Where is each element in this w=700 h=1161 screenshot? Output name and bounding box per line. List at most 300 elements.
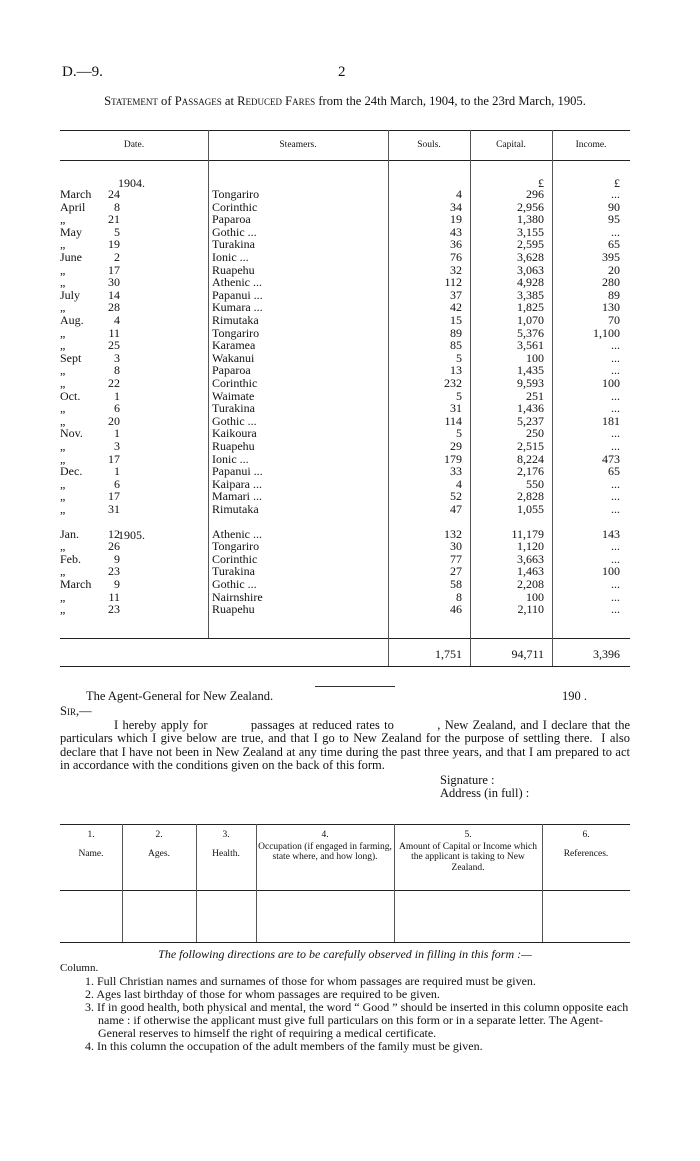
cell-souls: 179 xyxy=(444,451,462,466)
cell-souls: 114 xyxy=(444,413,462,428)
form-column-header xyxy=(198,830,254,859)
cell-steamer: Turakina xyxy=(212,564,255,579)
cell-day: 5 xyxy=(114,224,120,239)
cell-day: 3 xyxy=(114,439,120,453)
cell-capital: 3,385 xyxy=(517,287,544,302)
cell-capital: 3,561 xyxy=(517,338,544,353)
cell-souls: 34 xyxy=(450,199,462,214)
cell-income: ... xyxy=(611,338,620,353)
table-row xyxy=(60,528,630,540)
cell-souls: 15 xyxy=(450,313,462,327)
table-row xyxy=(60,226,630,238)
cell-month: „ xyxy=(60,262,66,277)
cell-steamer: Mamari ... xyxy=(212,489,262,504)
title-part: of xyxy=(157,94,175,108)
cell-day: 8 xyxy=(114,199,120,214)
directions-list xyxy=(60,975,630,1053)
form-column-label: References. xyxy=(563,848,609,859)
cell-day: 22 xyxy=(108,376,120,390)
form-divider xyxy=(394,824,395,942)
declaration-paragraph: I hereby apply for passages at reduced rates to , New Zealand, and I declare that the particulars which I give below are true, and that I go to New Zealand for the purpose of settling there. I also declare that I have not been in New Zealand at any time during the past three years, and that I am prepared to act in accordance with the conditions given on the back of this form. xyxy=(60,717,634,772)
cell-souls: 4 xyxy=(456,476,462,491)
cell-souls: 76 xyxy=(450,250,462,264)
cell-month: June xyxy=(60,250,82,264)
cell-souls: 112 xyxy=(444,275,462,290)
cell-souls: 30 xyxy=(450,539,462,554)
cell-day: 1 xyxy=(114,426,120,441)
title-part: from the 24th March, 1904, to the 23rd March, 1905. xyxy=(315,94,586,108)
form-divider xyxy=(256,824,257,942)
cell-income: ... xyxy=(611,401,620,416)
page-header xyxy=(62,64,622,84)
form-column-number: 2. xyxy=(155,830,163,840)
cell-day: 9 xyxy=(114,551,120,566)
cell-souls: 77 xyxy=(450,551,462,566)
cell-income: ... xyxy=(611,350,620,365)
capital-currency: £ xyxy=(538,176,544,190)
passages-table xyxy=(60,130,630,668)
cell-month: „ xyxy=(60,237,66,252)
cell-day: 11 xyxy=(108,325,120,340)
cell-day: 28 xyxy=(108,300,120,315)
cell-souls: 19 xyxy=(450,212,462,227)
table-row xyxy=(60,465,630,477)
table-row xyxy=(60,301,630,313)
cell-month: „ xyxy=(60,338,66,353)
direction-item: 3. If in good health, both physical and mental, the word “ Good ” should be inserted in this column opposite each name : if otherwise the applicant must give full particulars on this form or in a separate letter. The Agent-General reserves to himself the right of requiring a medical certificate. xyxy=(85,1000,629,1040)
cell-income: ... xyxy=(611,224,620,239)
cell-income: ... xyxy=(611,187,620,201)
cell-steamer: Corinthic xyxy=(212,376,258,390)
cell-souls: 31 xyxy=(450,401,462,416)
direction-item: 2. Ages last birthday of those for whom passages are required to be given. xyxy=(85,987,440,1001)
col-header-date: Date. xyxy=(123,140,145,150)
cell-steamer: Ionic ... xyxy=(212,250,249,264)
form-divider xyxy=(542,824,543,942)
cell-month: Oct. xyxy=(60,388,81,403)
cell-income: 95 xyxy=(608,212,620,227)
cell-steamer: Athenic ... xyxy=(212,275,262,290)
cell-income: 100 xyxy=(602,564,620,579)
cell-steamer: Ionic ... xyxy=(212,451,249,466)
table-row xyxy=(60,453,630,465)
cell-day: 4 xyxy=(114,313,120,327)
form-divider xyxy=(122,824,123,942)
table-total-rule xyxy=(60,638,630,639)
cell-steamer: Waimate xyxy=(212,388,255,403)
cell-day: 23 xyxy=(108,564,120,579)
cell-souls: 47 xyxy=(450,502,462,516)
cell-month: „ xyxy=(60,439,66,453)
cell-capital: 5,376 xyxy=(517,325,544,340)
cell-souls: 37 xyxy=(450,287,462,302)
table-row xyxy=(60,251,630,263)
document-reference: D.—9. xyxy=(62,64,103,80)
table-row xyxy=(60,553,630,565)
total-souls: 1,751 xyxy=(435,647,462,661)
form-bottom-rule xyxy=(60,942,630,943)
cell-income: ... xyxy=(611,502,620,516)
table-row xyxy=(60,188,630,200)
cell-income: ... xyxy=(611,476,620,491)
cell-day: 21 xyxy=(108,212,120,227)
cell-month: March xyxy=(60,577,92,591)
cell-capital: 3,063 xyxy=(517,262,544,277)
cell-souls: 46 xyxy=(450,602,462,617)
cell-income: 143 xyxy=(602,526,620,541)
cell-capital: 8,224 xyxy=(517,451,544,466)
cell-month: Dec. xyxy=(60,464,83,479)
directions-section xyxy=(60,948,630,1053)
cell-month: „ xyxy=(60,489,66,504)
cell-day: 6 xyxy=(114,476,120,491)
form-header-rule xyxy=(60,890,630,891)
cell-day: 12 xyxy=(108,526,120,541)
cell-month: „ xyxy=(60,325,66,340)
cell-income: 395 xyxy=(602,250,620,264)
cell-capital: 2,208 xyxy=(517,577,544,591)
cell-day: 24 xyxy=(108,187,120,201)
cell-month: „ xyxy=(60,564,66,579)
cell-month: Aug. xyxy=(60,313,84,327)
year-label: 1905. xyxy=(118,528,145,542)
form-top-rule xyxy=(60,824,630,825)
cell-day: 17 xyxy=(108,451,120,466)
cell-souls: 13 xyxy=(450,363,462,378)
cell-income: 100 xyxy=(602,376,620,390)
form-column-label: Amount of Capital or Income which the applicant is taking to New Zealand. xyxy=(399,841,537,873)
cell-month: „ xyxy=(60,589,66,604)
cell-income: ... xyxy=(611,388,620,403)
cell-month: „ xyxy=(60,539,66,554)
title-part: Reduced Fares xyxy=(237,94,316,108)
form-column-number: 6. xyxy=(582,830,590,840)
applicant-form-table xyxy=(60,824,630,944)
statement-title xyxy=(60,94,630,108)
cell-capital: 100 xyxy=(526,589,544,604)
cell-capital: 11,179 xyxy=(511,526,544,541)
cell-steamer: Tongariro xyxy=(212,187,260,201)
table-row xyxy=(60,603,630,615)
cell-steamer: Athenic ... xyxy=(212,526,262,541)
cell-souls: 29 xyxy=(450,439,462,453)
cell-capital: 1,380 xyxy=(517,212,544,227)
table-row xyxy=(60,339,630,351)
section-rule xyxy=(315,686,395,687)
cell-steamer: Nairnshire xyxy=(212,589,263,604)
col-header-income: Income. xyxy=(575,140,607,150)
cell-day: 20 xyxy=(108,413,120,428)
cell-souls: 5 xyxy=(456,388,462,403)
cell-month: „ xyxy=(60,212,66,227)
table-row xyxy=(60,264,630,276)
cell-capital: 4,928 xyxy=(517,275,544,290)
cell-day: 30 xyxy=(108,275,120,290)
cell-souls: 232 xyxy=(444,376,462,390)
cell-steamer: Kumara ... xyxy=(212,300,263,315)
cell-steamer: Paparoa xyxy=(212,212,251,227)
table-row xyxy=(60,390,630,402)
cell-month: Sept xyxy=(60,350,82,365)
addressee: The Agent-General for New Zealand. xyxy=(86,689,274,703)
cell-capital: 2,176 xyxy=(517,464,544,479)
cell-souls: 5 xyxy=(456,350,462,365)
form-column-label: Name. xyxy=(78,848,104,859)
form-column-number: 5. xyxy=(464,830,472,840)
cell-income: 89 xyxy=(608,287,620,302)
cell-income: ... xyxy=(611,577,620,591)
table-row xyxy=(60,565,630,577)
cell-steamer: Karamea xyxy=(212,338,256,353)
cell-capital: 5,237 xyxy=(517,413,544,428)
cell-day: 3 xyxy=(114,350,120,365)
cell-capital: 2,956 xyxy=(517,199,544,214)
cell-month: Nov. xyxy=(60,426,83,441)
cell-steamer: Gothic ... xyxy=(212,413,257,428)
total-income: 3,396 xyxy=(593,647,620,661)
cell-souls: 33 xyxy=(450,464,462,479)
cell-month: April xyxy=(60,199,86,214)
cell-income: 473 xyxy=(602,451,620,466)
cell-month: „ xyxy=(60,451,66,466)
cell-capital: 250 xyxy=(526,426,544,441)
cell-steamer: Corinthic xyxy=(212,199,258,214)
cell-income: 70 xyxy=(608,313,620,327)
cell-income: 65 xyxy=(608,237,620,252)
cell-income: 90 xyxy=(608,199,620,214)
directions-intro: The following directions are to be carefully observed in filling in this form :— xyxy=(158,947,532,961)
cell-capital: 2,515 xyxy=(517,439,544,453)
cell-month: May xyxy=(60,224,82,239)
cell-income: ... xyxy=(611,426,620,441)
table-row xyxy=(60,402,630,414)
table-row xyxy=(60,490,630,502)
table-row xyxy=(60,201,630,213)
salutation: Sir,— xyxy=(60,704,92,718)
table-row xyxy=(60,352,630,364)
cell-souls: 58 xyxy=(450,577,462,591)
form-column-number: 3. xyxy=(222,830,230,840)
page-number: 2 xyxy=(338,64,346,80)
cell-income: 130 xyxy=(602,300,620,315)
cell-capital: 3,628 xyxy=(517,250,544,264)
form-column-label: Occupation (if engaged in farming, state where, and how long). xyxy=(258,841,392,862)
cell-month: „ xyxy=(60,602,66,617)
table-row xyxy=(60,478,630,490)
table-row xyxy=(60,314,630,326)
cell-income: 20 xyxy=(608,262,620,277)
form-column-number: 4. xyxy=(321,830,329,840)
cell-souls: 132 xyxy=(444,526,462,541)
cell-income: 1,100 xyxy=(593,325,620,340)
cell-day: 25 xyxy=(108,338,120,353)
cell-steamer: Ruapehu xyxy=(212,262,255,277)
cell-steamer: Papanui ... xyxy=(212,464,263,479)
address-line: Address (in full) : xyxy=(440,786,530,800)
cell-souls: 36 xyxy=(450,237,462,252)
table-row xyxy=(60,427,630,439)
cell-capital: 251 xyxy=(526,388,544,403)
cell-income: ... xyxy=(611,602,620,617)
cell-souls: 8 xyxy=(456,589,462,604)
cell-steamer: Tongariro xyxy=(212,539,260,554)
cell-capital: 1,120 xyxy=(517,539,544,554)
cell-income: ... xyxy=(611,539,620,554)
cell-month: „ xyxy=(60,502,66,516)
form-column-number: 1. xyxy=(87,830,95,840)
cell-day: 2 xyxy=(114,250,120,264)
cell-steamer: Ruapehu xyxy=(212,439,255,453)
title-part: at xyxy=(221,94,238,108)
cell-capital: 2,110 xyxy=(517,602,544,617)
cell-day: 1 xyxy=(114,464,120,479)
table-row xyxy=(60,578,630,590)
table-header-rule xyxy=(60,160,630,161)
cell-capital: 2,828 xyxy=(517,489,544,504)
cell-steamer: Paparoa xyxy=(212,363,251,378)
table-row xyxy=(60,289,630,301)
cell-month: „ xyxy=(60,376,66,390)
cell-day: 14 xyxy=(108,287,120,302)
cell-day: 1 xyxy=(114,388,120,403)
table-row xyxy=(60,503,630,515)
col-header-souls: Souls. xyxy=(417,140,441,150)
cell-day: 9 xyxy=(114,577,120,591)
cell-souls: 89 xyxy=(450,325,462,340)
col-header-capital: Capital. xyxy=(496,140,526,150)
cell-income: ... xyxy=(611,363,620,378)
cell-month: „ xyxy=(60,300,66,315)
cell-steamer: Wakanui xyxy=(212,350,255,365)
form-column-header xyxy=(124,830,194,859)
cell-day: 17 xyxy=(108,262,120,277)
cell-souls: 5 xyxy=(456,426,462,441)
cell-capital: 100 xyxy=(526,350,544,365)
table-row xyxy=(60,377,630,389)
cell-capital: 296 xyxy=(526,187,544,201)
cell-income: 280 xyxy=(602,275,620,290)
cell-capital: 9,593 xyxy=(517,376,544,390)
cell-steamer: Papanui ... xyxy=(212,287,263,302)
cell-steamer: Gothic ... xyxy=(212,577,257,591)
table-row xyxy=(60,276,630,288)
cell-steamer: Corinthic xyxy=(212,551,258,566)
form-column-header xyxy=(544,830,628,859)
cell-month: March xyxy=(60,187,92,201)
title-part: Passages xyxy=(174,94,222,108)
cell-souls: 85 xyxy=(450,338,462,353)
cell-souls: 27 xyxy=(450,564,462,579)
cell-month: „ xyxy=(60,413,66,428)
cell-steamer: Tongariro xyxy=(212,325,260,340)
form-divider xyxy=(196,824,197,942)
cell-steamer: Rimutaka xyxy=(212,502,259,516)
form-column-label: Ages. xyxy=(148,848,170,859)
cell-capital: 1,435 xyxy=(517,363,544,378)
cell-day: 6 xyxy=(114,401,120,416)
table-row xyxy=(60,364,630,376)
cell-capital: 1,825 xyxy=(517,300,544,315)
cell-day: 8 xyxy=(114,363,120,378)
cell-month: Feb. xyxy=(60,551,81,566)
cell-month: „ xyxy=(60,275,66,290)
direction-item: 4. In this column the occupation of the adult members of the family must be given. xyxy=(85,1039,483,1053)
table-row xyxy=(60,415,630,427)
cell-income: 181 xyxy=(602,413,620,428)
form-column-header xyxy=(258,830,392,863)
cell-steamer: Kaipara ... xyxy=(212,476,262,491)
table-row xyxy=(60,327,630,339)
cell-income: ... xyxy=(611,489,620,504)
cell-souls: 32 xyxy=(450,262,462,277)
cell-steamer: Turakina xyxy=(212,237,255,252)
cell-capital: 1,070 xyxy=(517,313,544,327)
income-currency: £ xyxy=(614,176,620,190)
form-column-header xyxy=(62,830,120,859)
cell-capital: 3,155 xyxy=(517,224,544,239)
cell-day: 26 xyxy=(108,539,120,554)
form-column-label: Health. xyxy=(212,848,240,859)
cell-capital: 3,663 xyxy=(517,551,544,566)
cell-capital: 550 xyxy=(526,476,544,491)
cell-month: July xyxy=(60,287,81,302)
year-label: 1904. xyxy=(118,176,145,190)
table-row xyxy=(60,591,630,603)
cell-capital: 1,055 xyxy=(517,502,544,516)
cell-day: 11 xyxy=(108,589,120,604)
cell-day: 31 xyxy=(108,502,120,516)
cell-souls: 4 xyxy=(456,187,462,201)
cell-steamer: Kaikoura xyxy=(212,426,257,441)
letter-year: 190 . xyxy=(562,689,587,703)
cell-month: Jan. xyxy=(60,526,79,541)
cell-month: „ xyxy=(60,401,66,416)
cell-souls: 52 xyxy=(450,489,462,504)
table-row xyxy=(60,440,630,452)
cell-day: 17 xyxy=(108,489,120,504)
table-bottom-rule xyxy=(60,666,630,667)
table-row xyxy=(60,540,630,552)
table-top-rule xyxy=(60,130,630,131)
signature-line: Signature : xyxy=(440,772,495,787)
total-capital: 94,711 xyxy=(511,647,544,661)
cell-income: ... xyxy=(611,551,620,566)
cell-souls: 43 xyxy=(450,224,462,239)
cell-income: ... xyxy=(611,589,620,604)
cell-capital: 1,463 xyxy=(517,564,544,579)
cell-income: ... xyxy=(611,439,620,453)
cell-day: 23 xyxy=(108,602,120,617)
cell-day: 19 xyxy=(108,237,120,252)
cell-steamer: Turakina xyxy=(212,401,255,416)
cell-income: 65 xyxy=(608,464,620,479)
cell-steamer: Ruapehu xyxy=(212,602,255,617)
cell-month: „ xyxy=(60,476,66,491)
title-part: Statement xyxy=(104,94,158,108)
direction-item: 1. Full Christian names and surnames of those for whom passages are required must be given. xyxy=(85,974,536,988)
cell-capital: 1,436 xyxy=(517,401,544,416)
cell-souls: 42 xyxy=(450,300,462,315)
table-row xyxy=(60,238,630,250)
table-row xyxy=(60,213,630,225)
cell-steamer: Rimutaka xyxy=(212,313,259,327)
cell-capital: 2,595 xyxy=(517,237,544,252)
column-label: Column. xyxy=(60,962,99,974)
cell-month: „ xyxy=(60,363,66,378)
form-column-header xyxy=(396,830,540,873)
cell-steamer: Gothic ... xyxy=(212,224,257,239)
application-letter xyxy=(60,689,634,801)
